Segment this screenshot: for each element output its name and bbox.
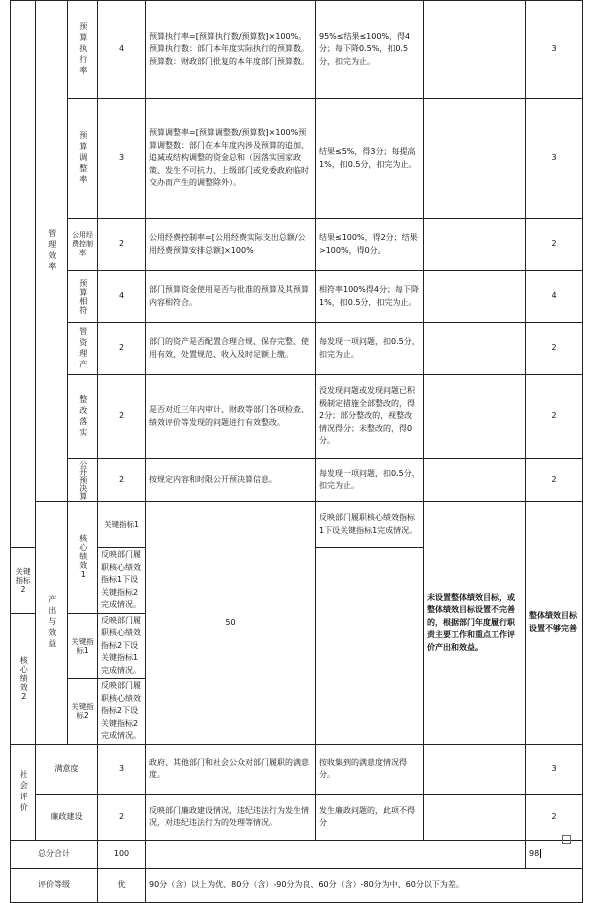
key-indicator: 关键指标2 <box>68 679 98 745</box>
table-row <box>11 459 583 502</box>
issue-cell <box>424 219 526 271</box>
indicator-name: 满意度 <box>36 744 98 794</box>
grade-row <box>11 868 583 902</box>
indicator-desc: 预算调整率=[预算调整数/预算数]×100%预算调整数：部门在本年度内涉及预算的追加、追减或结构调整的资金总和（因落实国家政策、发生不可抗力、上级部门或党委政府临时交办而产生的调整除外）。 <box>146 99 316 219</box>
indicator-desc: 反映部门履职核心绩效指标2下设关键指标2完成情况。 <box>98 679 146 745</box>
indicator-name: 预算相符 <box>68 271 98 323</box>
grade-description: 90分（含）以上为优、80分（含）-90分为良、60分（含）-80分为中、60分以下为差。 <box>146 868 583 902</box>
score-cell: 2 <box>526 323 583 375</box>
score-cell: 2 <box>526 219 583 271</box>
score-cell: 4 <box>526 271 583 323</box>
issue-cell <box>424 99 526 219</box>
indicator-desc: 是否对近三年内审计、财政等部门各项检查、绩效评价等发现的问题进行有效整改。 <box>146 375 316 459</box>
indicator-desc: 反映部门履职核心绩效指标1下设关键指标1完成情况。 <box>316 502 424 548</box>
table-row <box>11 375 583 459</box>
indicator-name: 整改落实 <box>68 375 98 459</box>
key-indicator: 关键指标1 <box>68 613 98 679</box>
weight-cell: 3 <box>98 744 146 794</box>
scoring-standard: 相符率100%得4分；每下降1%，扣0.5分，扣完为止。 <box>316 271 424 323</box>
empty-cell <box>146 840 526 868</box>
indicator-desc: 反映部门履职核心绩效指标1下设关键指标2完成情况。 <box>98 548 146 614</box>
weight-cell: 2 <box>98 323 146 375</box>
indicator-name: 预算执行率 <box>68 1 98 99</box>
issue-cell <box>424 271 526 323</box>
indicator-desc: 部门的资产是否配置合理合规、保存完整、使用有效、处置规范、收入及时足额上缴。 <box>146 323 316 375</box>
total-label: 总分合计 <box>11 840 98 868</box>
group-label-output: 产出与效益 <box>36 502 68 745</box>
indicator-desc: 政府、其他部门和社会公众对部门履职的满意度。 <box>146 744 316 794</box>
score-cell: 2 <box>526 794 583 840</box>
indicator-name: 公开预决算 <box>68 459 98 502</box>
issue-cell <box>424 1 526 99</box>
group-label-management: 管理效率 <box>36 1 68 502</box>
indicator-name: 廉政建设 <box>36 794 98 840</box>
scoring-standard: 每发现一项问题，扣0.5分，扣完为止。 <box>316 323 424 375</box>
scoring-standard: 按收集到的满意度情况得分。 <box>316 744 424 794</box>
weight-cell: 3 <box>98 99 146 219</box>
scoring-standard: 结果≤5%，得3分；每提高1%，扣0.5分，扣完为止。 <box>316 99 424 219</box>
indicator-desc: 反映部门廉政建设情况，违纪违法行为发生情况，对违纪违法行为的处理等情况。 <box>146 794 316 840</box>
issue-cell <box>424 744 526 794</box>
total-score[interactable]: 98 <box>526 840 583 868</box>
table-row <box>11 271 583 323</box>
indicator-name: 公用经费控制率 <box>68 219 98 271</box>
scoring-standard: 发生廉政问题的，此项不得分 <box>316 794 424 840</box>
weight-cell: 50 <box>146 502 316 745</box>
issue-cell <box>424 459 526 502</box>
indicator-desc: 公用经费控制率=[公用经费实际支出总额/公用经费预算安排总额]×100% <box>146 219 316 271</box>
indicator-desc: 部门预算资金使用是否与批准的预算及其预算内容相符合。 <box>146 271 316 323</box>
indicator-name: 管资理产 <box>68 323 98 375</box>
weight-cell: 4 <box>98 271 146 323</box>
issue-cell <box>424 375 526 459</box>
score-cell: 2 <box>526 375 583 459</box>
table-row <box>11 1 583 99</box>
empty-cell <box>11 1 36 548</box>
table-row <box>11 794 583 840</box>
table-row <box>11 219 583 271</box>
table-row <box>11 323 583 375</box>
weight-cell: 2 <box>98 459 146 502</box>
table-row <box>11 99 583 219</box>
core-indicator-1: 核心绩效1 <box>68 502 98 614</box>
table-row <box>11 744 583 794</box>
weight-cell: 2 <box>98 794 146 840</box>
scoring-standard: 未设置整体绩效目标，或整体绩效目标设置不完善的，根据部门年度履行职责主要工作和重点工作评价产出和效益。 <box>424 502 526 745</box>
table-row <box>11 502 583 548</box>
grade-value: 优 <box>98 868 146 902</box>
total-weight: 100 <box>98 840 146 868</box>
indicator-desc: 反映部门履职核心绩效指标2下设关键指标1完成情况。 <box>98 613 146 679</box>
weight-cell: 4 <box>98 1 146 99</box>
weight-cell: 2 <box>98 219 146 271</box>
issue-cell <box>424 794 526 840</box>
key-indicator: 关键指标1 <box>98 502 146 548</box>
issue-cell: 整体绩效目标设置不够完善 <box>526 502 583 745</box>
scoring-standard: 每发现一项问题，扣0.5分，扣完为止。 <box>316 459 424 502</box>
indicator-name: 预算调整率 <box>68 99 98 219</box>
performance-evaluation-table <box>10 0 583 903</box>
indicator-desc: 按规定内容和时限公开预决算信息。 <box>146 459 316 502</box>
scoring-standard: 95%≤结果≤100%，得4分；每下降0.5%，扣0.5分，扣完为止。 <box>316 1 424 99</box>
grade-label: 评价等级 <box>11 868 98 902</box>
total-row <box>11 840 583 868</box>
core-indicator-2: 核心绩效2 <box>11 613 36 744</box>
table-resize-handle[interactable] <box>562 835 571 844</box>
scoring-standard: 没发现问题或发现问题已积极制定措施全部整改的，得2分；部分整改的，视整改情况得分；未整改的，得0分。 <box>316 375 424 459</box>
key-indicator: 关键指标2 <box>11 548 36 614</box>
scoring-standard: 结果≤100%，得2分；结果>100%，得0分。 <box>316 219 424 271</box>
score-cell: 3 <box>526 744 583 794</box>
group-label-social: 社会评价 <box>11 744 36 840</box>
weight-cell: 2 <box>98 375 146 459</box>
score-cell: 2 <box>526 459 583 502</box>
issue-cell <box>424 323 526 375</box>
indicator-desc: 预算执行率=[预算执行数/预算数]×100%。预算执行数：部门本年度实际执行的预算数。预算数：财政部门批复的本年度部门预算数。 <box>146 1 316 99</box>
score-cell: 3 <box>526 1 583 99</box>
score-cell: 3 <box>526 99 583 219</box>
